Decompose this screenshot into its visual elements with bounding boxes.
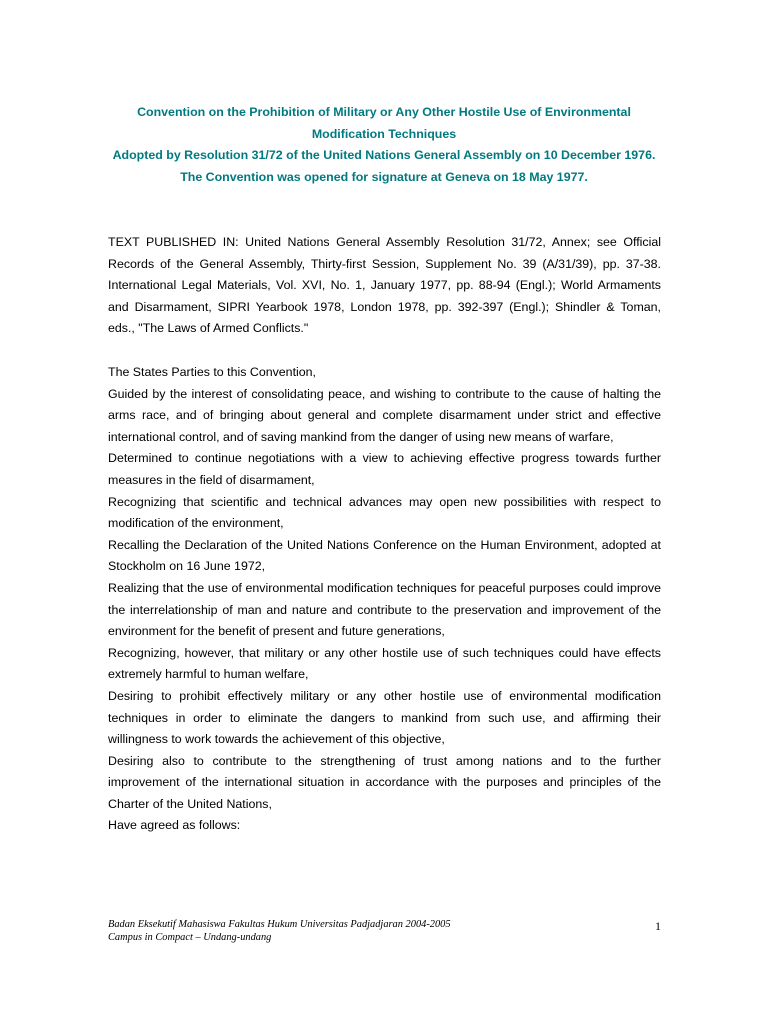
preamble-paragraph: Recalling the Declaration of the United Nations Conference on the Human Environment, adopted at Stockholm on 16 June 1972, [108, 537, 661, 574]
preamble-paragraph: Determined to continue negotiations with a view to achieving effective progress towards further measures in the field of disarmament, [108, 451, 661, 487]
page-number: 1 [655, 919, 661, 933]
preamble-paragraph: Have agreed as follows: [108, 818, 241, 833]
preamble-paragraph: Guided by the interest of consolidating peace, and wishing to contribute to the cause of halting the arms race, and of bringing about general and complete disarmament under strict and effective international control, and of saving mankind from the danger of using new means of warfare, [108, 386, 661, 444]
publication-note: TEXT PUBLISHED IN: United Nations General Assembly Resolution 31/72, Annex; see Official Records of the General Assembly, Thirty-first Session, Supplement No. 39 (A/31/39), pp. 37-38. International Legal Materials, Vol. XVI, No. 1, January 1977, pp. 88-94 (Engl.); World Armaments and Disarmament, SIPRI Yearbook 1978, London 1978, pp. 392-397 (Engl.); Shindler & Toman, eds., "The Laws of Armed Conflicts." [108, 235, 661, 336]
adoption-line: Adopted by Resolution 31/72 of the United Nations General Assembly on 10 December 1976. [112, 148, 656, 163]
preamble-paragraph: Realizing that the use of environmental modification techniques for peaceful purposes could improve the interrelationship of man and nature and contribute to the preservation and improvement of the environment for the benefit of present and future generations, [108, 580, 661, 639]
title-line-1: Convention on the Prohibition of Military or Any Other Hostile Use of Environmental [137, 105, 631, 119]
preamble-paragraph: Recognizing that scientific and technical advances may open new possibilities with respect to modification of the environment, [108, 494, 661, 531]
preamble-paragraph: Desiring also to contribute to the strengthening of trust among nations and to the further improvement of the international situation in accordance with the purposes and principles of the Charter of the United Nations, [108, 753, 661, 811]
preamble [108, 362, 661, 837]
footer-organization: Badan Eksekutif Mahasiswa Fakultas Hukum Universitas Padjadjaran 2004-2005 [108, 919, 451, 930]
signature-line: The Convention was opened for signature at Geneva on 18 May 1977. [180, 169, 588, 184]
preamble-paragraph: Desiring to prohibit effectively military or any other hostile use of environmental modification techniques in order to eliminate the dangers to mankind from such use, and affirming their willingness to work towards the achievement of this objective, [108, 688, 661, 747]
title-line-2: Modification Techniques [311, 126, 457, 141]
footer-collection: Campus in Compact – Undang-undang [108, 932, 272, 943]
preamble-paragraph: The States Parties to this Convention, [108, 365, 316, 379]
preamble-paragraph: Recognizing, however, that military or any other hostile use of such techniques could have effects extremely harmful to human welfare, [108, 645, 661, 682]
document-title-block [100, 102, 668, 188]
page-footer [108, 918, 661, 944]
